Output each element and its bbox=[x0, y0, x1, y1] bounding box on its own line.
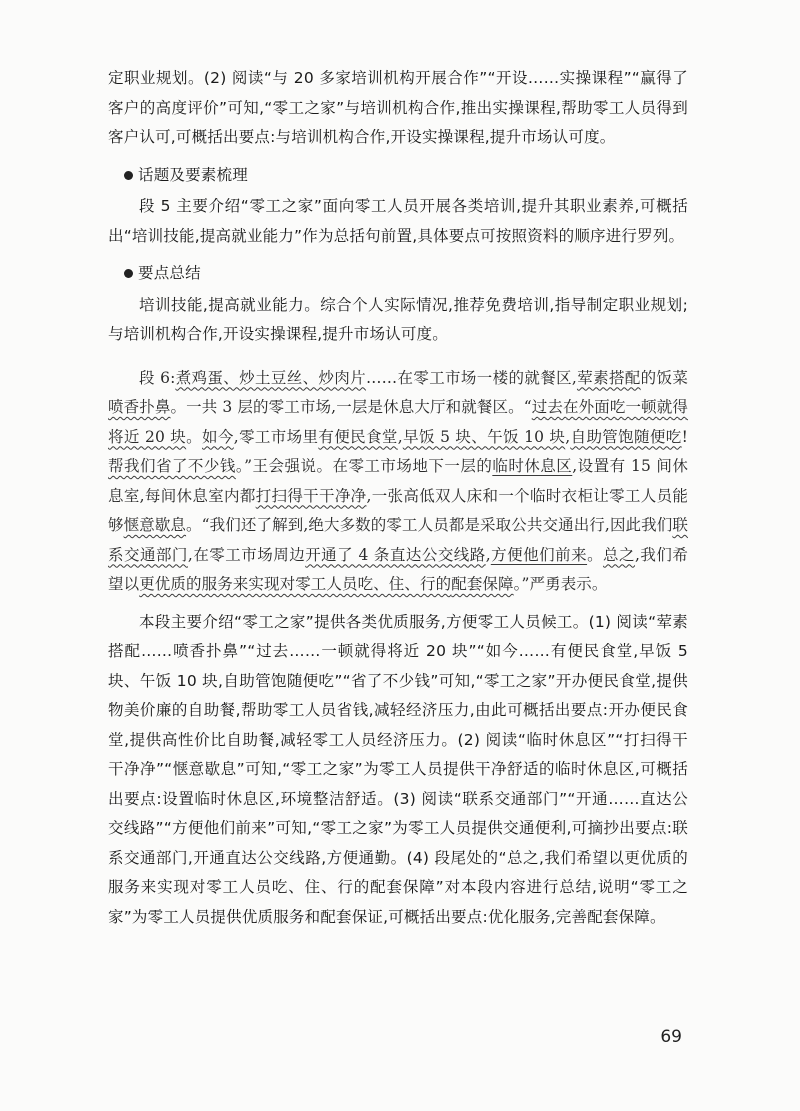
marked-phrase: 煮鸡蛋、炒土豆丝、炒肉片 bbox=[175, 368, 367, 387]
material-text: ,零工市场里 bbox=[233, 427, 319, 446]
material-text: ,一张高低双人床和一个临时衣柜让零工人员能够 bbox=[108, 486, 688, 534]
material-text: , bbox=[397, 427, 403, 446]
material-text: ,设置有 15 间休息室,每间休息室内都 bbox=[108, 457, 688, 505]
marked-phrase: 总之 bbox=[603, 545, 636, 564]
marked-phrase: 过去在外面吃一顿就得将近 20 块 bbox=[108, 398, 688, 446]
marked-phrase: 喷香扑鼻 bbox=[108, 398, 171, 416]
material-text: ……在零工市场一楼的就餐区, bbox=[366, 368, 577, 387]
material-paragraph-6 bbox=[108, 364, 688, 600]
material-text: ,在零工市场周边 bbox=[187, 545, 306, 564]
topic-heading bbox=[108, 161, 688, 191]
marked-phrase: 如今 bbox=[202, 427, 234, 446]
material-text: 。 bbox=[587, 545, 604, 564]
marked-phrase: 配套保障 bbox=[451, 575, 514, 593]
material-text: , bbox=[485, 545, 491, 564]
summary-paragraph: 培训技能,提高就业能力。综合个人实际情况,推荐免费培训,指导制定职业规划;与培训机构合作,开设实操课程,提升市场认可度。 bbox=[108, 295, 688, 343]
material-text: ,我们希望以 bbox=[108, 545, 688, 593]
material-text: 。 bbox=[186, 427, 203, 446]
marked-phrase: 更优质的服务来实现对零工人员吃、住、行的 bbox=[139, 575, 452, 593]
marked-phrase: 荤素搭配 bbox=[576, 368, 641, 387]
material-text: 。“我们还了解到,绝大多数的零工人员都是采取公共交通出行,因此我们 bbox=[186, 516, 673, 534]
marked-phrase: 开通了 4 条直达公交线路 bbox=[305, 545, 486, 564]
material-text: ! bbox=[681, 427, 689, 446]
marked-phrase: 帮我们省了不少钱 bbox=[108, 457, 236, 475]
material-text: 。”严勇表示。 bbox=[513, 575, 608, 593]
marked-phrase: 临时休息区 bbox=[492, 457, 573, 475]
page-content bbox=[108, 64, 688, 932]
material-text: , bbox=[565, 427, 571, 446]
marked-phrase: 惬意歇息 bbox=[123, 516, 187, 534]
marked-phrase: 自助管饱随便吃 bbox=[570, 427, 682, 446]
material-text: 的饭菜 bbox=[640, 368, 688, 387]
topic-heading-text: 话题及要素梳理 bbox=[138, 165, 248, 184]
material-text: 。”王会强说。在零工市场地下一层的 bbox=[235, 457, 493, 475]
material-text: 。一共 3 层的零工市场,一层是休息大厅和就餐区。“ bbox=[170, 398, 532, 416]
topic-paragraph: 段 5 主要介绍“零工之家”面向零工人员开展各类培训,提升其职业素养,可概括出“培训技能,提高就业能力”作为总括句前置,具体要点可按照资料的顺序进行罗列。 bbox=[108, 197, 688, 245]
summary-heading bbox=[108, 259, 688, 289]
analysis-paragraph-continued: 定职业规划。(2) 阅读“与 20 多家培训机构开展合作”“开设……实操课程”“赢得了客户的高度评价”可知,“零工之家”与培训机构合作,推出实操课程,帮助零工人员得到客户认可,可概括出要点:与培训机构合作,开设实操课程,提升市场认可度。 bbox=[108, 69, 688, 146]
marked-phrase: 有便民食堂 bbox=[318, 427, 398, 446]
page-number: 69 bbox=[660, 1027, 682, 1047]
analysis-paragraph-6: 本段主要介绍“零工之家”提供各类优质服务,方便零工人员候工。(1) 阅读“荤素搭配……喷香扑鼻”“过去……一顿就得将近 20 块”“如今……有便民食堂,早饭 5 块、午饭 10 块,自助管饱随便吃”“省了不少钱”可知,“零工之家”开办便民食堂,提供物美价廉的自助餐,帮助零工人员省钱,减轻经济压力,由此可概括出要点:开办便民食堂,提供高性价比自助餐,减轻零工人员经济压力。(2) 阅读“临时休息区”“打扫得干干净净”“惬意歇息”可知,“零工之家”为零工人员提供干净舒适的临时休息区,可概括出要点:设置临时休息区,环境整洁舒适。(3) 阅读“联系交通部门”“开通……直达公交线路”“方便他们前来”可知,“零工之家”为零工人员提供交通便利,可摘抄出要点:联系交通部门,开通直达公交线路,方便通勤。(4) 段尾处的“总之,我们希望以更优质的服务来实现对零工人员吃、住、行的配套保障”对本段内容进行总结,说明“零工之家”为零工人员提供优质服务和配套保证,可概括出要点:优化服务,完善配套保障。 bbox=[108, 612, 688, 926]
marked-phrase: 联系交通部门 bbox=[108, 516, 688, 564]
marked-phrase: 早饭 5 块、午饭 10 块 bbox=[402, 427, 566, 446]
summary-heading-text: 要点总结 bbox=[138, 264, 201, 282]
bullet-icon bbox=[124, 171, 133, 180]
material-text: 段 6: bbox=[139, 368, 176, 387]
bullet-icon bbox=[124, 269, 133, 278]
marked-phrase: 打扫得干干净净 bbox=[255, 486, 367, 505]
marked-phrase: 方便他们前来 bbox=[490, 545, 588, 564]
